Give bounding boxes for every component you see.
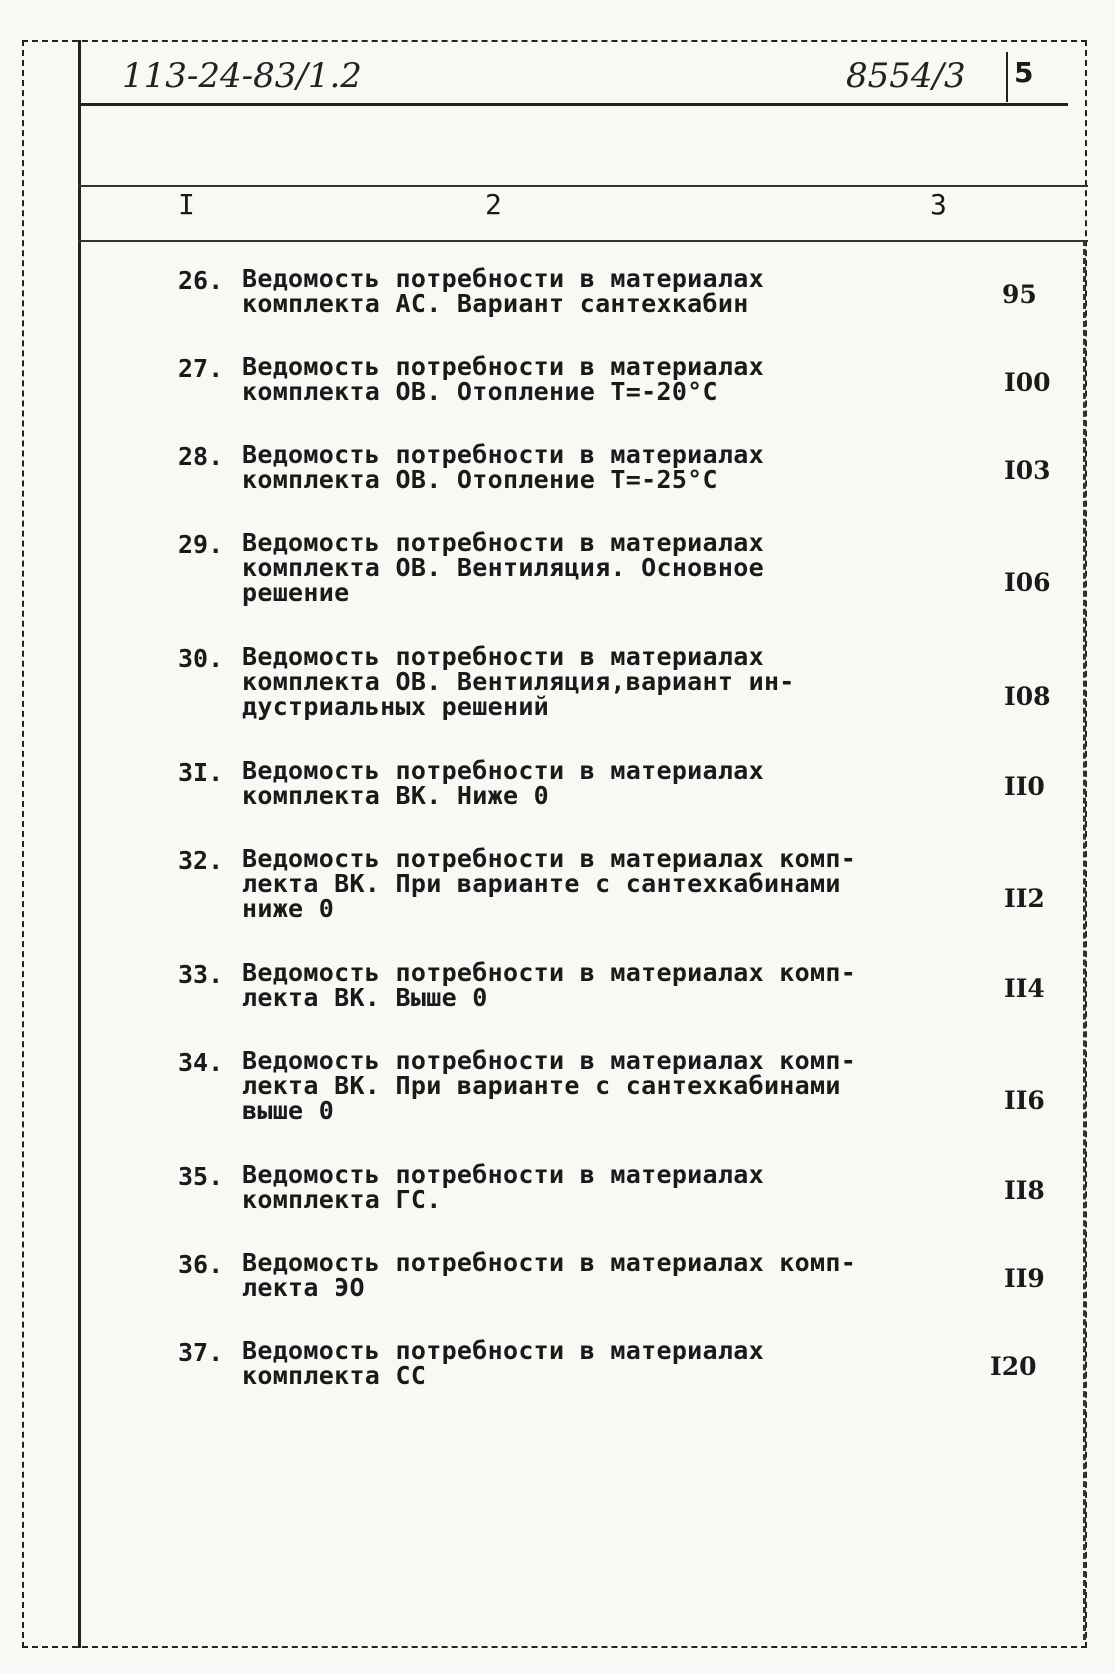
- item-number: 36.: [178, 1250, 224, 1279]
- page-number: 5: [1014, 56, 1034, 89]
- item-title: Ведомость потребности в материалах комплекта ОВ. Вентиляция,вариант ин- дустриальных решений: [242, 642, 795, 721]
- item-title: Ведомость потребности в материалах комплекта ОВ. Вентиляция. Основное решение: [242, 528, 764, 607]
- item-page: II2: [1004, 884, 1045, 913]
- item-title: Ведомость потребности в материалах комп- лекта ЭО: [242, 1248, 857, 1302]
- item-page: I00: [1004, 368, 1051, 397]
- item-page: II4: [1004, 974, 1045, 1003]
- item-number: 27.: [178, 354, 224, 383]
- item-number: 37.: [178, 1338, 224, 1367]
- item-title: Ведомость потребности в материалах комплекта АС. Вариант сантехкабин: [242, 264, 764, 318]
- item-number: 26.: [178, 266, 224, 295]
- item-number: 33.: [178, 960, 224, 989]
- item-page: 95: [1002, 280, 1037, 309]
- item-page: II8: [1004, 1176, 1045, 1205]
- item-title: Ведомость потребности в материалах комплекта ГС.: [242, 1160, 764, 1214]
- item-number: 35.: [178, 1162, 224, 1191]
- item-number: 29.: [178, 530, 224, 559]
- item-title: Ведомость потребности в материалах комп- лекта ВК. При варианте с сантехкабинами выше 0: [242, 1046, 857, 1125]
- item-number: 3I.: [178, 758, 224, 787]
- item-number: 34.: [178, 1048, 224, 1077]
- item-title: Ведомость потребности в материалах комплекта СС: [242, 1336, 764, 1390]
- document-code: 113-24-83/1.2: [122, 56, 362, 96]
- item-title: Ведомость потребности в материалах комп- лекта ВК. При варианте с сантехкабинами ниже 0: [242, 844, 857, 923]
- column-header-2: 2: [485, 188, 502, 221]
- item-page: II0: [1004, 772, 1045, 801]
- column-header-1: I: [178, 188, 195, 221]
- item-page: I20: [990, 1352, 1037, 1381]
- item-page: II9: [1004, 1264, 1045, 1293]
- column-header-3: 3: [930, 188, 947, 221]
- item-page: I06: [1004, 568, 1051, 597]
- item-page: I03: [1004, 456, 1051, 485]
- item-title: Ведомость потребности в материалах комплекта ВК. Ниже 0: [242, 756, 764, 810]
- item-title: Ведомость потребности в материалах комп- лекта ВК. Выше 0: [242, 958, 857, 1012]
- item-number: 28.: [178, 442, 224, 471]
- item-title: Ведомость потребности в материалах комплекта ОВ. Отопление Т=-25°С: [242, 440, 764, 494]
- item-title: Ведомость потребности в материалах комплекта ОВ. Отопление Т=-20°С: [242, 352, 764, 406]
- item-page: II6: [1004, 1086, 1045, 1115]
- item-number: 32.: [178, 846, 224, 875]
- item-page: I08: [1004, 682, 1051, 711]
- document-number: 8554/3: [846, 56, 966, 96]
- item-number: 30.: [178, 644, 224, 673]
